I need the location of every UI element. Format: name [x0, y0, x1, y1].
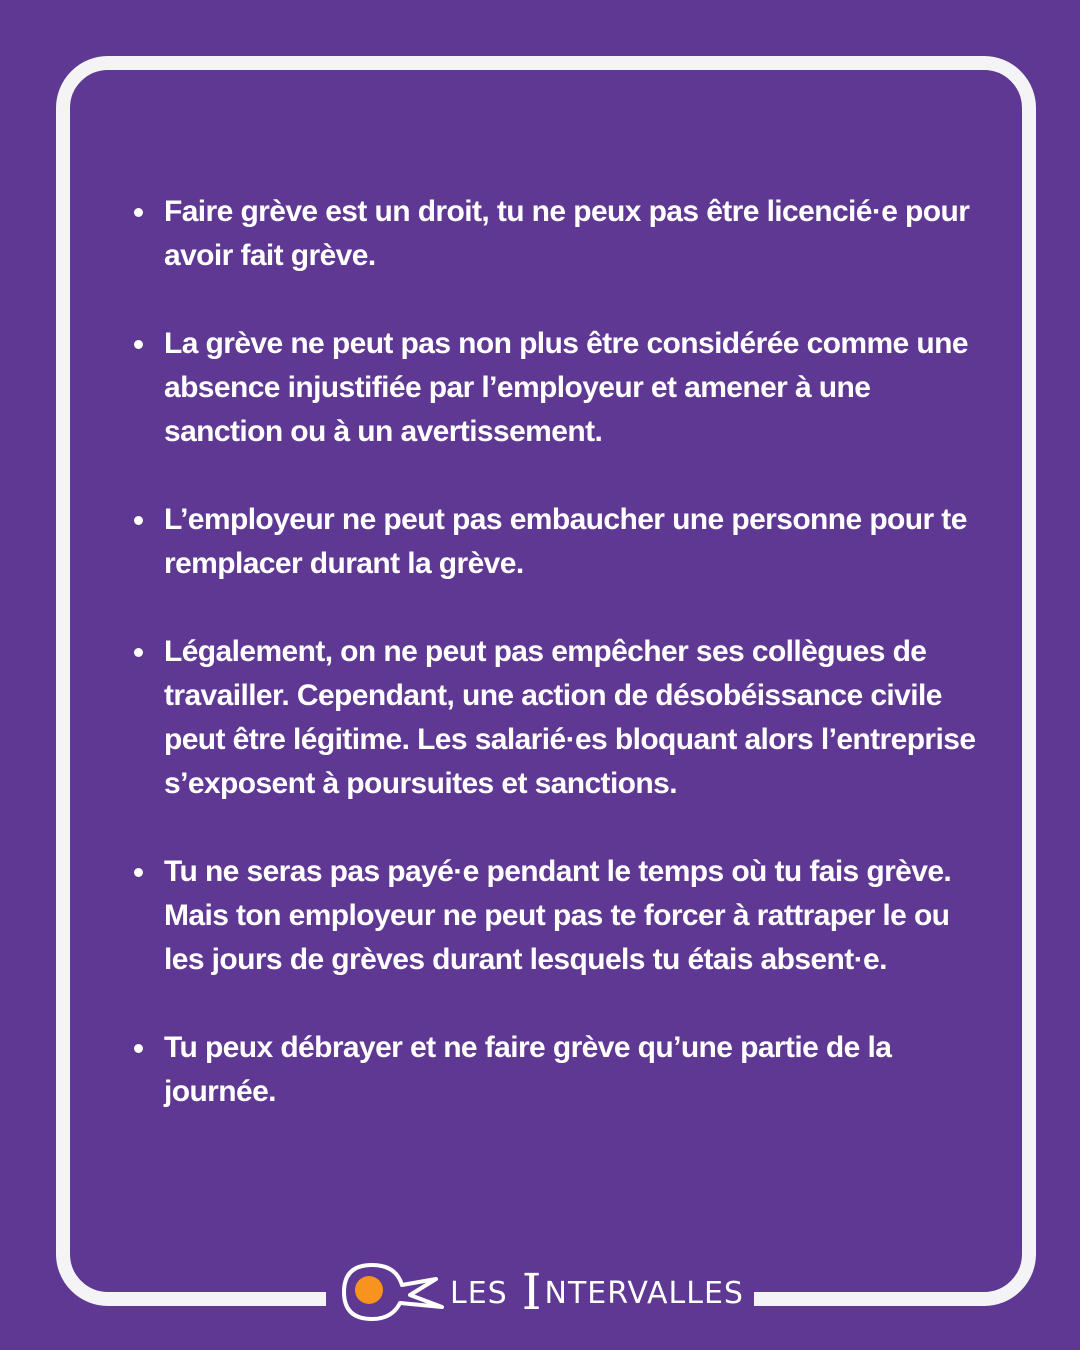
- bullet-text: Tu ne seras pas payé·e pendant le temps où tu fais grève. Mais ton employeur ne peut pas te forcer à rattraper le ou les jours de grèves durant lesquels tu étais absent·e.: [164, 855, 952, 976]
- bullet-dot-icon: [134, 516, 143, 525]
- comet-icon: [336, 1257, 448, 1327]
- brand-wordmark: [450, 1263, 744, 1321]
- brand-word-les: LES: [450, 1276, 508, 1311]
- bullet-item: [128, 630, 988, 806]
- bullet-text: L’employeur ne peut pas embaucher une personne pour te remplacer durant la grève.: [164, 503, 967, 580]
- bullet-item: [128, 498, 988, 586]
- brand-initial: I: [521, 1263, 543, 1321]
- bullet-dot-icon: [134, 868, 143, 877]
- brand-logo: [326, 1252, 754, 1332]
- bullet-dot-icon: [134, 340, 143, 349]
- brand-word-intervalles: NTERVALLES: [544, 1276, 744, 1311]
- bullet-item: [128, 850, 988, 982]
- bullet-dot-icon: [134, 648, 143, 657]
- bullet-list: [128, 190, 988, 1158]
- bullet-item: [128, 322, 988, 454]
- bullet-text: Légalement, on ne peut pas empêcher ses collègues de travailler. Cependant, une action de désobéissance civile peut être légitime. Les salarié·es bloquant alors l’entreprise s’exposent à poursuites et sanctions.: [164, 635, 976, 800]
- bullet-text: Faire grève est un droit, tu ne peux pas être licencié·e pour avoir fait grève.: [164, 195, 970, 272]
- bullet-text: La grève ne peut pas non plus être considérée comme une absence injustifiée par l’employeur et amener à une sanction ou à un avertissement.: [164, 327, 968, 448]
- bullet-dot-icon: [134, 1044, 143, 1053]
- bullet-dot-icon: [134, 208, 143, 217]
- bullet-item: [128, 190, 988, 278]
- bullet-text: Tu peux débrayer et ne faire grève qu’une partie de la journée.: [164, 1031, 892, 1108]
- bullet-item: [128, 1026, 988, 1114]
